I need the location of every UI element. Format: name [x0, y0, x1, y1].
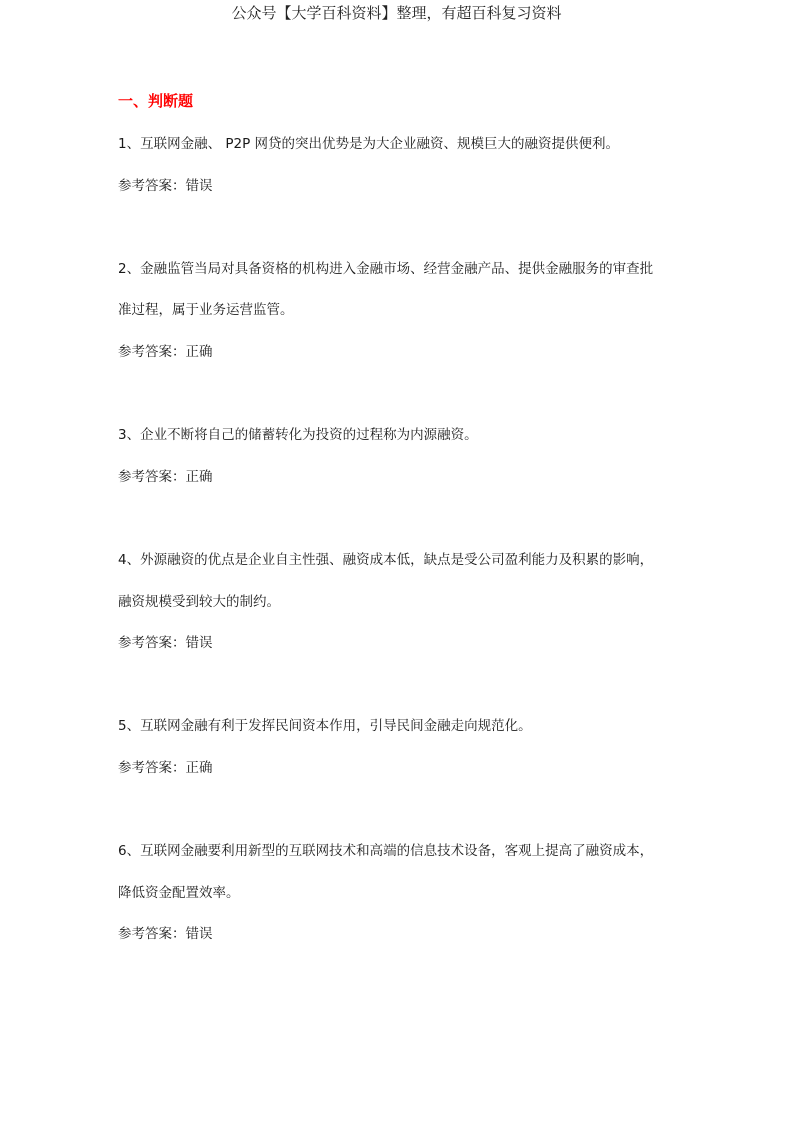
question-4-text-line-2: 融资规模受到较大的制约。	[118, 594, 280, 610]
question-2-text-line-1: 2、金融监管当局对具备资格的机构进入金融市场、经营金融产品、提供金融服务的审查批	[118, 261, 654, 277]
question-4-text-line-1: 4、外源融资的优点是企业自主性强、融资成本低，缺点是受公司盈利能力及积累的影响，	[118, 552, 654, 568]
question-1-answer: 参考答案：错误	[118, 178, 213, 194]
page-header: 公众号【大学百科资料】整理，有超百科复习资料	[231, 4, 562, 22]
question-5-answer: 参考答案：正确	[118, 760, 213, 776]
question-3-text: 3、企业不断将自己的储蓄转化为投资的过程称为内源融资。	[118, 427, 478, 443]
question-5-text: 5、互联网金融有利于发挥民间资本作用，引导民间金融走向规范化。	[118, 718, 532, 734]
question-2-answer: 参考答案：正确	[118, 344, 213, 360]
question-2-text-line-2: 准过程，属于业务运营监管。	[118, 302, 294, 318]
question-1-text: 1、互联网金融、 P2P 网贷的突出优势是为大企业融资、规模巨大的融资提供便利。	[118, 136, 620, 152]
question-6-text-line-2: 降低资金配置效率。	[118, 885, 240, 901]
question-4-answer: 参考答案：错误	[118, 635, 213, 651]
question-3-answer: 参考答案：正确	[118, 469, 213, 485]
question-6-answer: 参考答案：错误	[118, 926, 213, 942]
question-6-text-line-1: 6、互联网金融要利用新型的互联网技术和高端的信息技术设备，客观上提高了融资成本，	[118, 843, 654, 859]
section-title: 一、判断题	[118, 92, 194, 110]
